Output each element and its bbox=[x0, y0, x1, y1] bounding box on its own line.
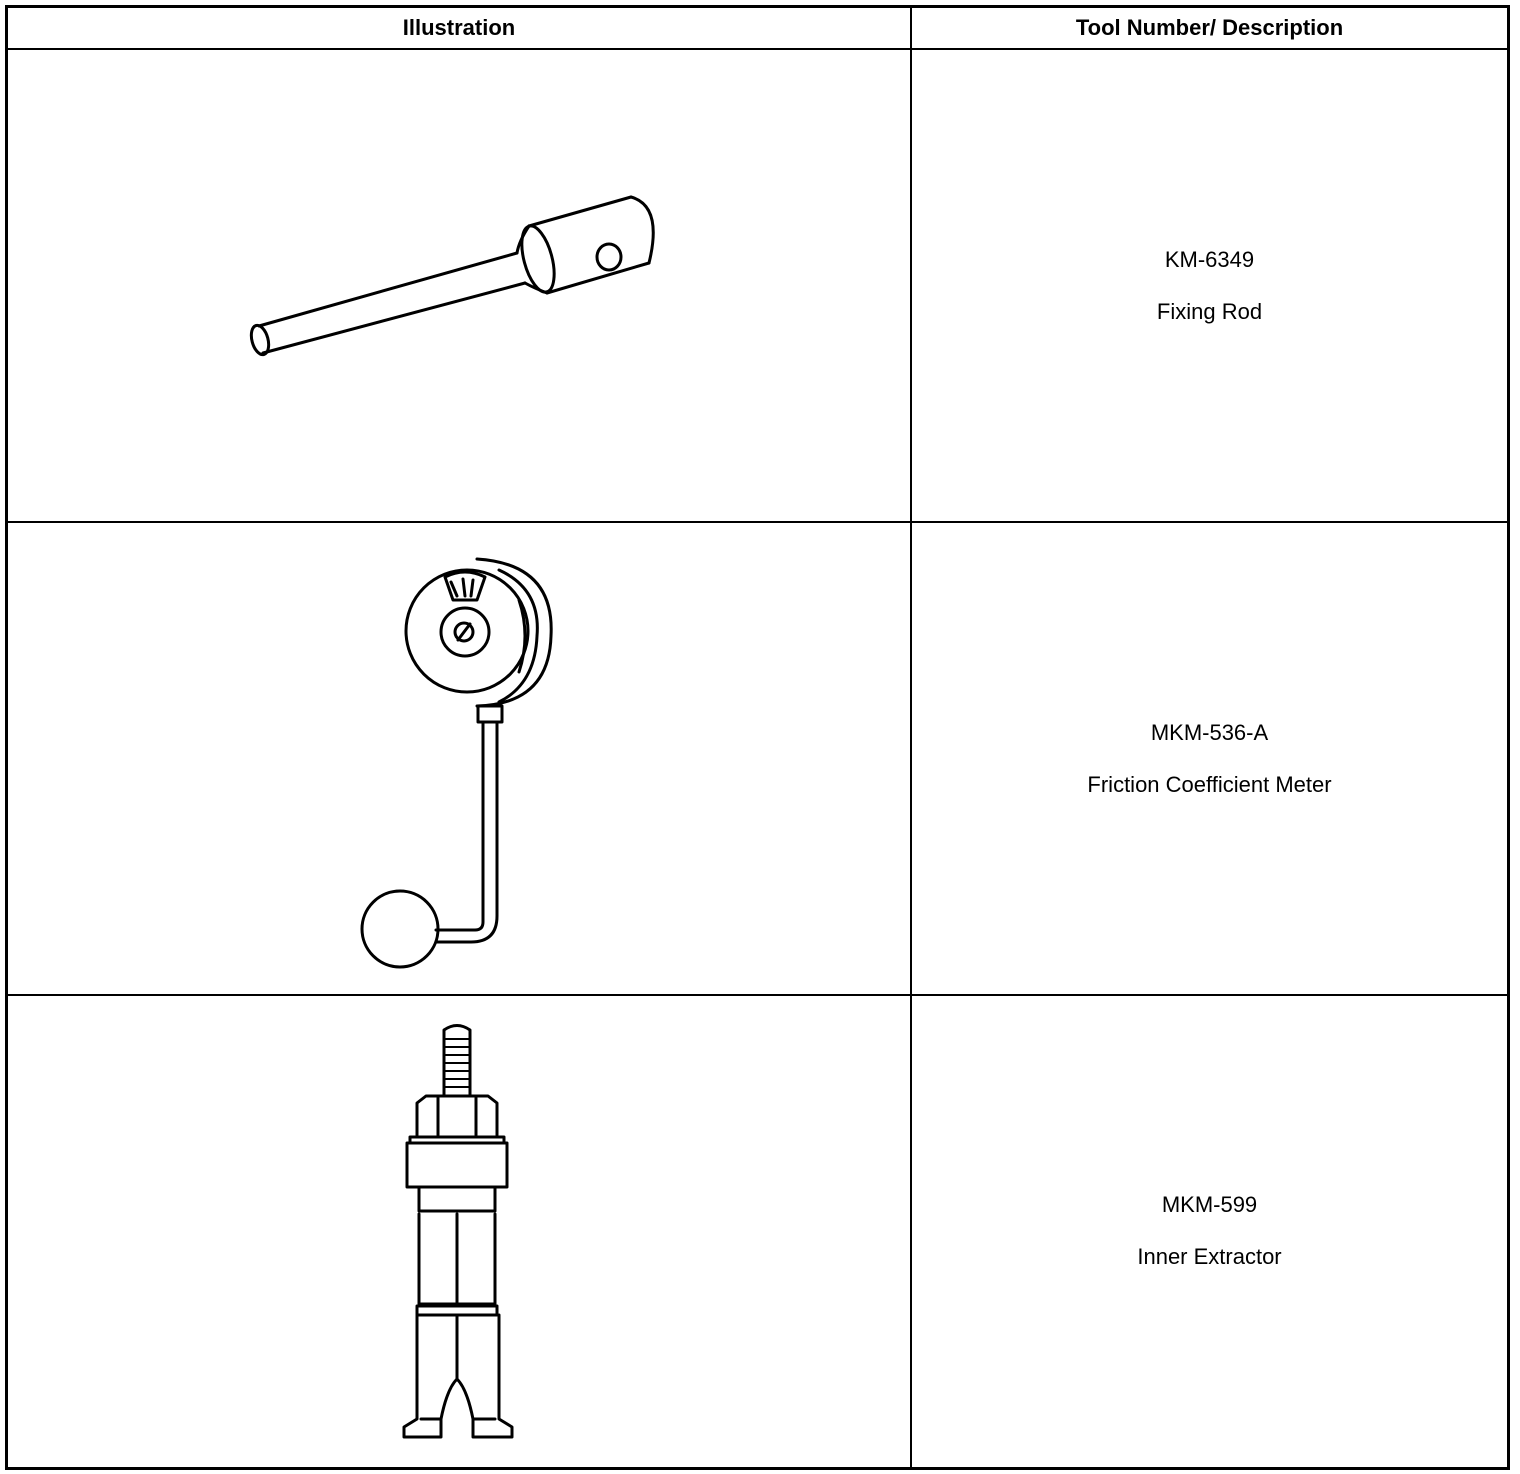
table-row bbox=[7, 49, 1509, 522]
tool-number: KM-6349 bbox=[1164, 246, 1255, 272]
illustration-cell bbox=[7, 522, 912, 995]
tool-description: Inner Extractor bbox=[1137, 1244, 1282, 1270]
tool-number: MKM-599 bbox=[1161, 1192, 1258, 1218]
table-header-row bbox=[7, 7, 1509, 50]
table-row bbox=[7, 522, 1509, 995]
tools-table bbox=[5, 5, 1510, 1470]
tool-description: Fixing Rod bbox=[1156, 298, 1263, 324]
tool-number: MKM-536-A bbox=[1150, 719, 1269, 745]
illustration-cell bbox=[7, 995, 912, 1468]
illustration-cell bbox=[7, 49, 912, 522]
description-cell bbox=[911, 995, 1509, 1468]
table-row bbox=[7, 995, 1509, 1468]
illustration-column-header: Illustration bbox=[7, 7, 912, 50]
description-cell bbox=[911, 49, 1509, 522]
description-column-header: Tool Number/ Description bbox=[911, 7, 1509, 50]
friction-coefficient-meter-icon bbox=[349, 539, 569, 979]
fixing-rod-icon bbox=[239, 186, 679, 386]
description-cell bbox=[911, 522, 1509, 995]
inner-extractor-icon bbox=[389, 1011, 529, 1451]
tool-description: Friction Coefficient Meter bbox=[1087, 771, 1332, 797]
